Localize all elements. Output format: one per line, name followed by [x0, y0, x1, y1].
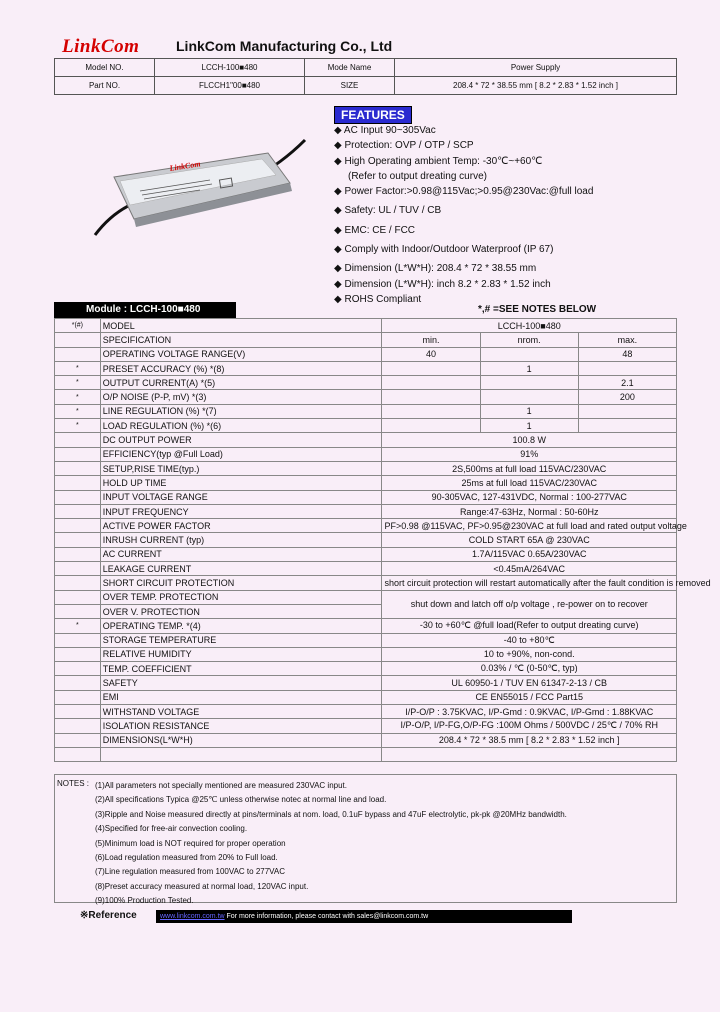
spec-mark: [55, 733, 101, 747]
feature-item: ◆ Safety: UL / TUV / CB: [334, 205, 442, 217]
spec-min: [382, 404, 480, 418]
spec-row: [55, 376, 677, 390]
spec-row: [55, 547, 677, 561]
feature-item: ◆ ROHS Compliant: [334, 293, 422, 305]
model-no-value: LCCH-100■480: [155, 59, 305, 77]
spec-row: [55, 576, 677, 590]
spec-row: [55, 361, 677, 375]
spec-value: <0.45mA/264VAC: [382, 562, 677, 576]
mode-name-value: Power Supply: [395, 59, 677, 77]
notes-section: [54, 774, 677, 906]
spec-row: [55, 747, 677, 761]
spec-mark: [55, 647, 101, 661]
feature-item: (Refer to output dreating curve): [348, 170, 487, 182]
spec-row: [55, 461, 677, 475]
spec-name: EMI: [100, 690, 382, 704]
spec-mark: [55, 347, 101, 361]
spec-mark: *: [55, 361, 101, 375]
product-logo: LinkCom: [168, 159, 202, 173]
spec-min: min.: [382, 333, 480, 347]
spec-nom: 1: [480, 419, 578, 433]
spec-value: Range:47-63Hz, Normal : 50-60Hz: [382, 504, 677, 518]
spec-value: 208.4 * 72 * 38.5 mm [ 8.2 * 2.83 * 1.52 inch ]: [382, 733, 677, 747]
spec-row: [55, 433, 677, 447]
spec-nom: [480, 347, 578, 361]
spec-mark: *(#): [55, 319, 101, 333]
feature-item: ◆ EMC: CE / FCC: [334, 224, 416, 236]
note-item: (6)Load regulation measured from 20% to Full load.: [95, 853, 278, 863]
spec-value: [382, 747, 677, 761]
feature-item: ◆ High Operating ambient Temp: -30℃~+60℃: [334, 155, 543, 167]
spec-mark: [55, 504, 101, 518]
notes-label: NOTES :: [57, 779, 90, 788]
spec-row: [55, 647, 677, 661]
spec-row: [55, 519, 677, 533]
spec-mark: [55, 662, 101, 676]
reference-label: ※Reference: [80, 910, 137, 921]
feature-item: ◆ Power Factor:>0.98@115Vac;>0.95@230Vac:@full load: [334, 186, 594, 198]
spec-name: WITHSTAND VOLTAGE: [100, 705, 382, 719]
spec-max: 200: [578, 390, 676, 404]
spec-value: 100.8 W: [382, 433, 677, 447]
spec-value: 2S,500ms at full load 115VAC/230VAC: [382, 461, 677, 475]
website-link[interactable]: www.linkcom.com.tw: [160, 913, 225, 920]
spec-name: O/P NOISE (P-P, mV) *(3): [100, 390, 382, 404]
features-list: [334, 123, 593, 307]
spec-max: [578, 361, 676, 375]
spec-name: INRUSH CURRENT (typ): [100, 533, 382, 547]
spec-name: DC OUTPUT POWER: [100, 433, 382, 447]
spec-name: INPUT FREQUENCY: [100, 504, 382, 518]
company-logo: LinkCom: [62, 36, 140, 57]
spec-value: COLD START 65A @ 230VAC: [382, 533, 677, 547]
spec-name: LINE REGULATION (%) *(7): [100, 404, 382, 418]
spec-min: [382, 361, 480, 375]
spec-row: [55, 533, 677, 547]
size-label: SIZE: [305, 77, 395, 95]
spec-value: PF>0.98 @115VAC, PF>0.95@230VAC at full load and rated output voltage: [382, 519, 677, 533]
spec-nom: 1: [480, 404, 578, 418]
feature-item: ◆ Dimension (L*W*H): 208.4 * 72 * 38.55 mm: [334, 263, 537, 275]
notes-list: [95, 779, 567, 909]
features-title: FEATURES: [334, 106, 412, 124]
mode-name-label: Mode Name: [305, 59, 395, 77]
spec-mark: *: [55, 619, 101, 633]
spec-nom: nrom.: [480, 333, 578, 347]
model-row: [55, 59, 677, 77]
spec-mark: [55, 676, 101, 690]
spec-mark: [55, 719, 101, 733]
spec-mark: [55, 447, 101, 461]
spec-mark: *: [55, 390, 101, 404]
spec-name: LOAD REGULATION (%) *(6): [100, 419, 382, 433]
spec-value: UL 60950-1 / TUV EN 61347-2-13 / CB: [382, 676, 677, 690]
spec-value: -40 to +80℃: [382, 633, 677, 647]
spec-name: STORAGE TEMPERATURE: [100, 633, 382, 647]
spec-mark: [55, 490, 101, 504]
spec-row: [55, 347, 677, 361]
spec-value: 91%: [382, 447, 677, 461]
feature-item: ◆ AC Input 90~305Vac: [334, 125, 436, 136]
spec-row: [55, 490, 677, 504]
spec-row: [55, 333, 677, 347]
spec-value: I/P-O/P, I/P-FG,O/P-FG :100M Ohms / 500VDC / 25℃ / 70% RH: [382, 719, 677, 733]
spec-mark: [55, 604, 101, 618]
spec-name: LEAKAGE CURRENT: [100, 562, 382, 576]
spec-table: [54, 318, 711, 762]
spec-min: [382, 376, 480, 390]
spec-row: [55, 562, 677, 576]
reference-bar: [156, 910, 572, 923]
spec-value: 0.03% / ℃ (0-50℃, typ): [382, 662, 677, 676]
spec-max: 48: [578, 347, 676, 361]
spec-value: 90-305VAC, 127-431VDC, Normal : 100-277VAC: [382, 490, 677, 504]
feature-item: ◆ Dimension (L*W*H): inch 8.2 * 2.83 * 1.52 inch: [334, 278, 551, 290]
spec-name: SPECIFICATION: [100, 333, 382, 347]
spec-max: max.: [578, 333, 676, 347]
spec-name: OPERATING TEMP. *(4): [100, 619, 382, 633]
spec-value: short circuit protection will restart automatically after the fault condition is removed: [382, 576, 677, 590]
spec-value: shut down and latch off o/p voltage , re-power on to recover: [382, 590, 677, 619]
spec-nom: [480, 376, 578, 390]
spec-mark: [55, 519, 101, 533]
spec-name: MODEL: [100, 319, 382, 333]
spec-mark: [55, 705, 101, 719]
note-item: (7)Line regulation measured from 100VAC to 277VAC: [95, 867, 286, 877]
spec-row: [55, 476, 677, 490]
part-row: [55, 77, 677, 95]
spec-mark: [55, 590, 101, 604]
spec-row: [55, 504, 677, 518]
spec-name: EFFICIENCY(typ @Full Load): [100, 447, 382, 461]
spec-name: SAFETY: [100, 676, 382, 690]
spec-max: 2.1: [578, 376, 676, 390]
spec-row: [55, 419, 677, 433]
spec-mark: [55, 333, 101, 347]
spec-name: OUTPUT CURRENT(A) *(5): [100, 376, 382, 390]
spec-row: [55, 733, 677, 747]
spec-value: 25ms at full load 115VAC/230VAC: [382, 476, 677, 490]
spec-name: ACTIVE POWER FACTOR: [100, 519, 382, 533]
module-title: Module : LCCH-100■480: [54, 302, 236, 318]
spec-value: LCCH-100■480: [382, 319, 677, 333]
spec-row: [55, 619, 677, 633]
spec-name: AC CURRENT: [100, 547, 382, 561]
power-supply-image: [100, 135, 320, 245]
spec-name: SHORT CIRCUIT PROTECTION: [100, 576, 382, 590]
spec-mark: [55, 576, 101, 590]
note-item: (5)Minimum load is NOT required for proper operation: [95, 838, 286, 848]
note-item: (3)Ripple and Noise measured directly at pins/terminals at nom. load, 0.1uF bypass and 47uF electrolytic, pk-pk @20MHz bandwidth.: [95, 809, 567, 819]
note-item: (9)100% Production Tested.: [95, 896, 194, 906]
spec-row: [55, 590, 677, 604]
spec-row: [55, 690, 677, 704]
spec-row: [55, 705, 677, 719]
spec-mark: *: [55, 404, 101, 418]
feature-item: ◆ Comply with Indoor/Outdoor Waterproof (IP 67): [334, 244, 554, 256]
spec-min: 40: [382, 347, 480, 361]
model-header-table: [54, 58, 677, 95]
spec-mark: *: [55, 376, 101, 390]
spec-name: ISOLATION RESISTANCE: [100, 719, 382, 733]
feature-item: ◆ Protection: OVP / OTP / SCP: [334, 140, 474, 152]
spec-value: 10 to +90%, non-cond.: [382, 647, 677, 661]
spec-name: DIMENSIONS(L*W*H): [100, 733, 382, 747]
spec-max: [578, 404, 676, 418]
part-no-label: Part NO.: [55, 77, 155, 95]
spec-nom: [480, 390, 578, 404]
spec-mark: [55, 476, 101, 490]
spec-name: RELATIVE HUMIDITY: [100, 647, 382, 661]
spec-mark: [55, 547, 101, 561]
spec-value: I/P-O/P : 3.75KVAC, I/P-Gmd : 0.9KVAC, I/P-Gmd : 1.88KVAC: [382, 705, 677, 719]
spec-name: [100, 747, 382, 761]
spec-min: [382, 390, 480, 404]
spec-row: [55, 319, 677, 333]
note-item: (2)All specifications Typica @25℃ unless otherwise notec at normal line and load.: [95, 795, 387, 805]
spec-name: OVER V. PROTECTION: [100, 604, 382, 618]
spec-mark: [55, 433, 101, 447]
spec-value: CE EN55015 / FCC Part15: [382, 690, 677, 704]
spec-row: [55, 662, 677, 676]
size-value: 208.4 * 72 * 38.55 mm [ 8.2 * 2.83 * 1.52 inch ]: [395, 77, 677, 95]
spec-mark: [55, 633, 101, 647]
spec-value: 1.7A/115VAC 0.65A/230VAC: [382, 547, 677, 561]
model-no-label: Model NO.: [55, 59, 155, 77]
spec-mark: [55, 461, 101, 475]
spec-max: [578, 419, 676, 433]
note-item: (8)Preset accuracy measured at normal load, 120VAC input.: [95, 881, 309, 891]
spec-value: -30 to +60℃ @full load(Refer to output dreating curve): [382, 619, 677, 633]
part-no-value: FLCCH1"00■480: [155, 77, 305, 95]
spec-name: PRESET ACCURACY (%) *(8): [100, 361, 382, 375]
spec-mark: [55, 533, 101, 547]
spec-name: INPUT VOLTAGE RANGE: [100, 490, 382, 504]
spec-mark: [55, 690, 101, 704]
contact-text: For more information, please contact with sales@linkcom.com.tw: [224, 913, 429, 920]
spec-name: TEMP. COEFFICIENT: [100, 662, 382, 676]
spec-row: [55, 719, 677, 733]
spec-nom: 1: [480, 361, 578, 375]
spec-mark: [55, 562, 101, 576]
note-item: (4)Specified for free-air convection cooling.: [95, 824, 248, 834]
spec-name: HOLD UP TIME: [100, 476, 382, 490]
spec-min: [382, 419, 480, 433]
spec-mark: [55, 747, 101, 761]
spec-name: OVER TEMP. PROTECTION: [100, 590, 382, 604]
note-item: (1)All parameters not specially mentioned are measured 230VAC input.: [95, 781, 347, 790]
spec-row: [55, 390, 677, 404]
see-notes-label: *,# =SEE NOTES BELOW: [478, 304, 597, 315]
spec-name: OPERATING VOLTAGE RANGE(V): [100, 347, 382, 361]
spec-row: [55, 404, 677, 418]
spec-row: [55, 447, 677, 461]
spec-row: [55, 633, 677, 647]
spec-mark: *: [55, 419, 101, 433]
spec-name: SETUP,RISE TIME(typ.): [100, 461, 382, 475]
company-name: LinkCom Manufacturing Co., Ltd: [176, 38, 393, 54]
spec-row: [55, 676, 677, 690]
